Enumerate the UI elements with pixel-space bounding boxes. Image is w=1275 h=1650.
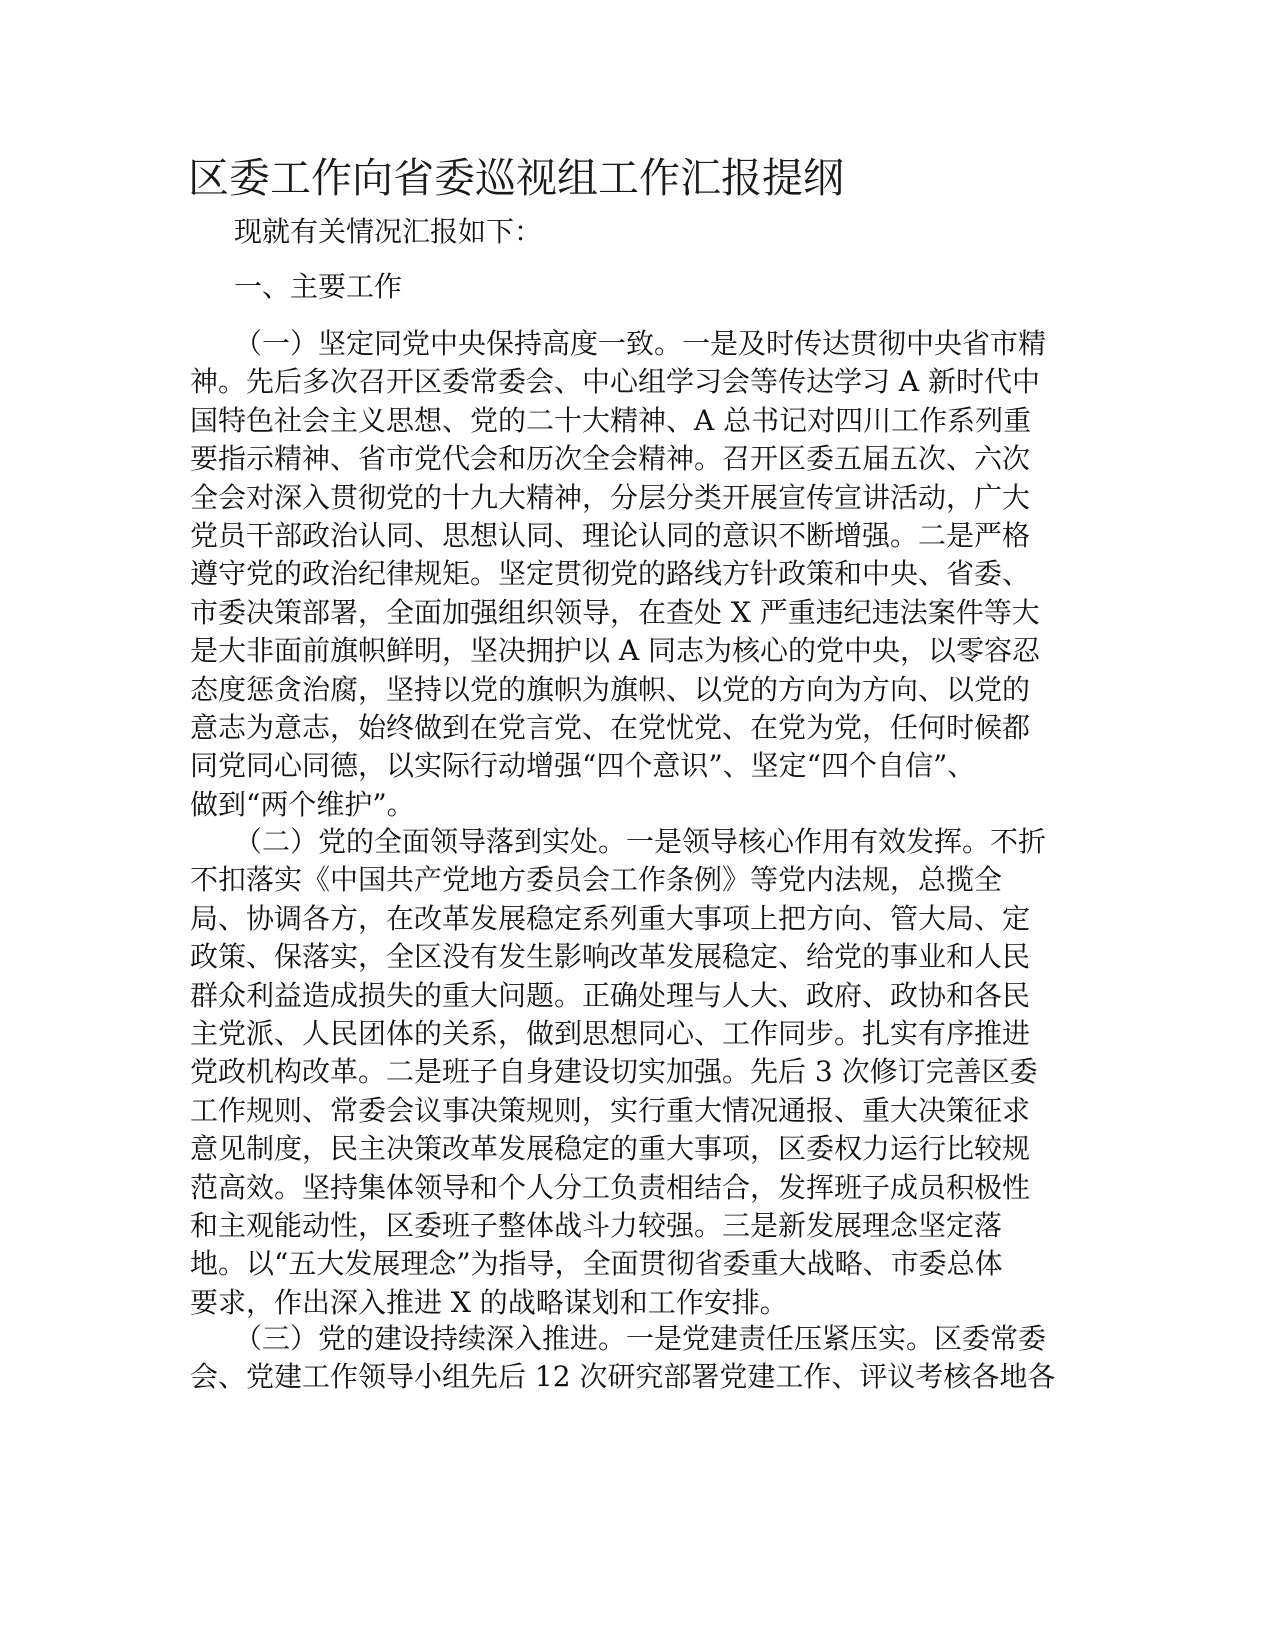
intro-text: 现就有关情况汇报如下：: [234, 215, 543, 248]
paragraph-line: 是大非面前旗帜鲜明，坚决拥护以 A 同志为核心的党中央，以零容忍: [190, 634, 1041, 668]
paragraph-line: 意见制度，民主决策改革发展稳定的重大事项，区委权力运行比较规: [190, 1132, 1031, 1166]
paragraph-line: 神。先后多次召开区委常委会、中心组学习会等传达学习 A 新时代中: [190, 365, 1041, 399]
paragraph-line: 主党派、人民团体的关系，做到思想同心、工作同步。扎实有序推进: [190, 1016, 1031, 1050]
paragraph-line: 政策、保落实，全区没有发生影响改革发展稳定、给党的事业和人民: [190, 940, 1031, 974]
paragraph-line: 意志为意志，始终做到在党言党、在党忧党、在党为党，任何时候都: [190, 710, 1031, 744]
paragraph-line: 同党同心同德，以实际行动增强“四个意识”、坚定“四个自信”、: [190, 749, 976, 783]
paragraph-line: 会、党建工作领导小组先后 12 次研究部署党建工作、评议考核各地各: [190, 1360, 1056, 1394]
paragraph-line: 遵守党的政治纪律规矩。坚定贯彻党的路线方针政策和中央、省委、: [190, 557, 1031, 591]
paragraph-line: 态度惩贪治腐，坚持以党的旗帜为旗帜、以党的方向为方向、以党的: [190, 672, 1031, 706]
paragraph-line: 局、协调各方，在改革发展稳定系列重大事项上把方向、管大局、定: [190, 901, 1031, 935]
paragraph-line: 和主观能动性，区委班子整体战斗力较强。三是新发展理念坚定落: [190, 1208, 1003, 1242]
paragraph-3: [190, 1320, 1085, 1397]
document-title: 区委工作向省委巡视组工作汇报提纲: [188, 154, 844, 202]
paragraph-line: 地。以“五大发展理念”为指导，全面贯彻省委重大战略、市委总体: [190, 1247, 1003, 1281]
paragraph-line: 党员干部政治认同、思想认同、理论认同的意识不断增强。二是严格: [190, 518, 1031, 552]
paragraph-line: 国特色社会主义思想、党的二十大精神、A 总书记对四川工作系列重: [190, 403, 1032, 437]
paragraph-line: 群众利益造成损失的重大问题。正确处理与人大、政府、政协和各民: [190, 978, 1031, 1012]
section-heading-text: 一、主要工作: [234, 270, 403, 303]
intro-paragraph: [190, 213, 1085, 251]
paragraph-line: 全会对深入贯彻党的十九大精神，分层分类开展宣传宣讲活动，广大: [190, 480, 1031, 514]
paragraph-line: 要求，作出深入推进 X 的战略谋划和工作安排。: [190, 1285, 788, 1319]
paragraph-2: [190, 823, 1085, 1322]
paragraph-line: 范高效。坚持集体领导和个人分工负责相结合，发挥班子成员积极性: [190, 1170, 1031, 1204]
paragraph-line: （二）党的全面领导落到实处。一是领导核心作用有效发挥。不折: [234, 825, 1047, 858]
paragraph-line: 党政机构改革。二是班子自身建设切实加强。先后 3 次修订完善区委: [190, 1055, 1038, 1089]
paragraph-1: [190, 325, 1085, 824]
paragraph-line: 工作规则、常委会议事决策规则，实行重大情况通报、重大决策征求: [190, 1093, 1031, 1127]
paragraph-line: 市委决策部署，全面加强组织领导，在查处 X 严重违纪违法案件等大: [190, 595, 1040, 629]
section-heading: [190, 268, 1085, 306]
paragraph-line: 要指示精神、省市党代会和历次全会精神。召开区委五届五次、六次: [190, 442, 1031, 476]
paragraph-line: 不扣落实《中国共产党地方委员会工作条例》等党内法规，总揽全: [190, 863, 1003, 897]
paragraph-line: 做到“两个维护”。: [190, 787, 415, 821]
paragraph-line: （一）坚定同党中央保持高度一致。一是及时传达贯彻中央省市精: [234, 327, 1047, 360]
paragraph-line: （三）党的建设持续深入推进。一是党建责任压紧压实。区委常委: [234, 1322, 1047, 1355]
